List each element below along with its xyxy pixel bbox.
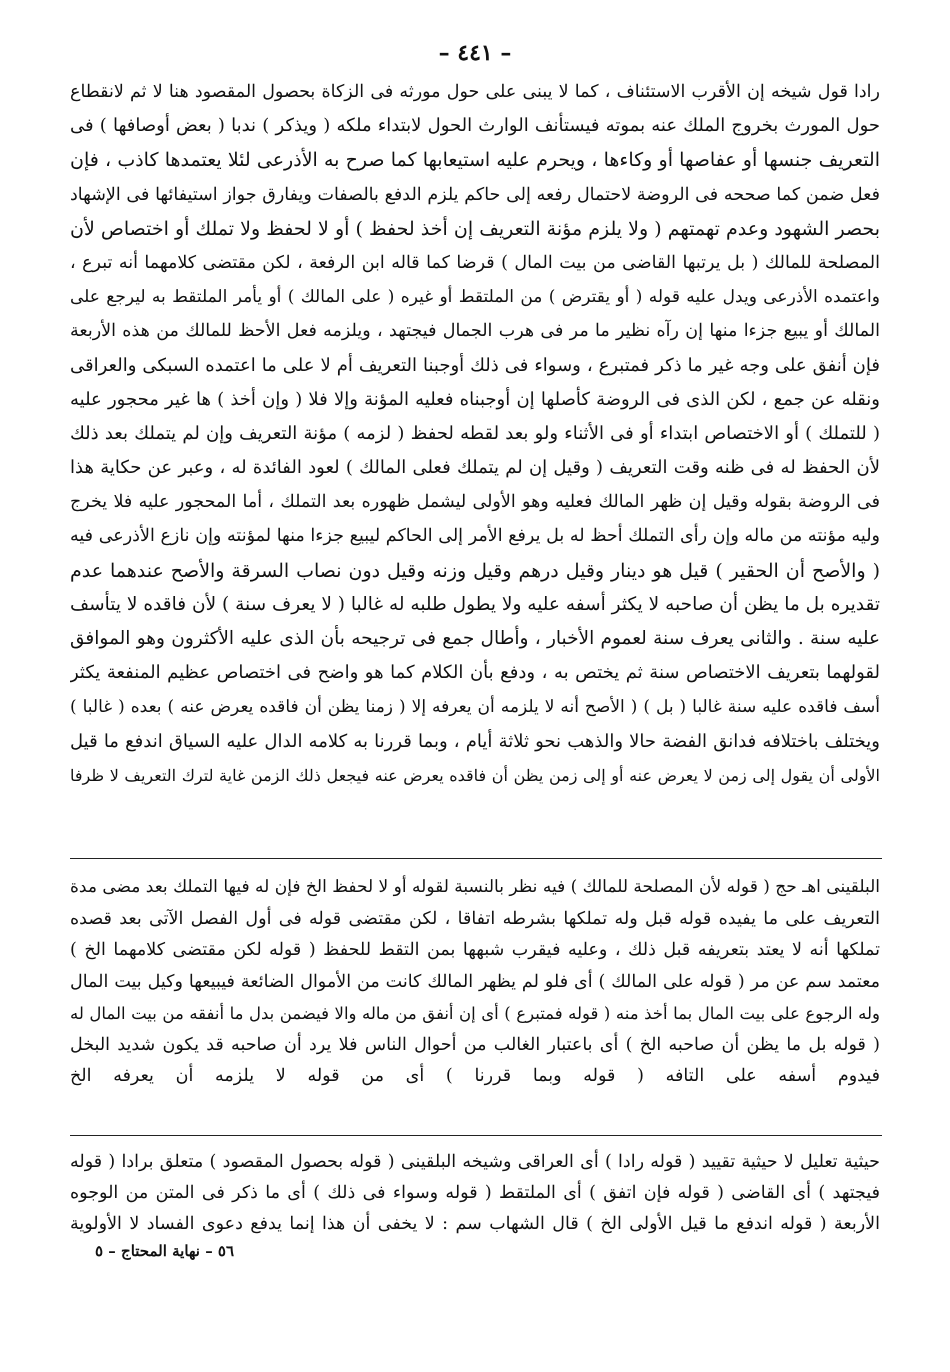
- main-text-line: عليه سنة . والثانى يعرف سنة لعموم الأخبار ، وأطال جمع فى ترجيحه بأن الذى عليه الأكثرون وهو الموافق: [70, 628, 880, 649]
- main-text-line: بحصر الشهود وعدم تهمتهم ( ولا يلزم مؤنة التعريف إن أخذ لحفظ ) أو لا لحفظ ولا تملك أو اختصاص لأن: [70, 217, 880, 240]
- main-text-line: التعريف جنسها أو عفاصها أو وكاءها ، ويحرم عليه استيعابها كما صرح به الأذرعى لئلا يعتمدها كاذب ، فإن: [70, 149, 880, 172]
- main-text-line: الأولى أن يقول إلى زمن لا يعرض عنه أو إلى زمن يظن أن فاقده يعرض عنه فيجعل ذلك الزمن غاية لترك التعريف لا ظرفا: [70, 765, 880, 785]
- main-text-line: فإن أنفق على وجه غير ما ذكر فمتبرع ، وسواء فى ذلك أوجبنا التعريف أم لا على ما اعتمده السبكى والعراقى: [70, 354, 880, 376]
- footnote-line: حيثية تعليل لا حيثية تقييد ( قوله رادا ) أى العراقى وشيخه البلقينى ( قوله بحصول المقصود ) متعلق برادا ( قوله: [70, 1152, 880, 1172]
- footnote-line: الأربعة ( قوله اندفع ما قيل الأولى الخ ) قال الشهاب سم : لا يخفى أن هذا إنما يدفع دعوى الفساد لا الأولوية: [70, 1214, 880, 1234]
- main-text-line: أسف فاقده عليه سنة غالبا ( بل ) ( الأصح أنه لا يلزمه أن يعرفه إلا ( زمنا يظن أن فاقده يعرض عنه ) بعده ( غالبا ): [70, 697, 880, 718]
- main-text-line: ( للتملك ) أو الاختصاص ابتداء أو فى الأثناء ولو بعد لقطه لحفظ ( لزمه ) مؤنة التعريف وإن لم يتملك بعد ذلك: [70, 422, 880, 444]
- footnote-divider: [70, 858, 882, 859]
- footnote-divider: [70, 1135, 882, 1136]
- main-text-line: رادا قول شيخه إن الأقرب الاستئناف ، كما لا يبنى على حول مورثه فى الزكاة بحصول المقصود هنا لا ثم لانقطاع: [70, 82, 880, 102]
- main-text-line: المالك أو يبيع جزءا منها إن رآه نظير ما مر فى هرب الجمال فيجتهد ، ويلزمه فعل الأحظ للمالك من هذه الأربعة: [70, 321, 880, 342]
- footnote-commentary-b: [70, 1147, 880, 1240]
- main-text-line: ( والأصح أن الحقير ) قيل هو دينار وقيل درهم وقيل وزنه وقيل دون نصاب السرقة والأصح عندهما عدم: [70, 559, 880, 582]
- footnote-line: التعريف على ما يفيده قوله قبل وله تملكها بشرطه اتفاقا ، لكن مقتضى قوله فى أول الفصل الآتى بعد قصده: [70, 908, 880, 929]
- main-text-line: المصلحة للمالك ( بل يرتبها القاضى من بيت المال ) قرضا كما قاله ابن الرفعة ، لكن مقتضى كلامهما أنه تبرع ،: [70, 252, 880, 273]
- main-text-line: واعتمده الأذرعى ويدل عليه قوله ( أو يقترض ) من الملتقط أو غيره ( على المالك ) أو يأمر الملتقط به ليرجع على: [70, 287, 880, 308]
- main-text-line: فعل ضمن كما صححه فى الروضة لاحتمال رفعه إلى حاكم يلزم الدفع بالصفات ويفارق جواز استيفائها فى الإشهاد: [70, 184, 880, 205]
- footnote-line: ( قوله بل ما يظن أن صاحبه الخ ) أى باعتبار الغالب من أحوال الناس فلا يرد أن صاحبه قد يكون شديد البخل: [70, 1034, 880, 1055]
- main-text-line: لقولهما بتعريف الاختصاص سنة ثم يختص به ، ودفع بأن الكلام كما هو واضح فى اختصاص عظيم المنفعة يكثر: [70, 662, 880, 684]
- main-text-line: حول المورث بخروج الملك عنه بموته فيستأنف الوارث الحول لابتداء ملكه ( ويذكر ) ندبا ( بعض أوصافها ) فى: [70, 115, 880, 137]
- page-number: – ٤٤١ –: [438, 40, 512, 66]
- main-text-line: ويختلف باختلافه فدانق الفضة حالا والذهب نحو ثلاثة أيام ، وبما قررنا به كلامه الدال عليه السياق اندفع ما قيل: [70, 730, 880, 752]
- main-text-line: ونقله عن جمع ، لكن الذى فى الروضة كأصلها إن أوجبناه فعليه المؤنة وإلا فلا ( وإن أخذ ) ها غير محجور عليه: [70, 388, 880, 410]
- footnote-line: وله الرجوع على بيت المال بما أخذ منه ( قوله فمتبرع ) أى إن أنفق من ماله والا فيضمن بدل ما أنفقه من بيت المال له: [70, 1004, 880, 1023]
- footnote-line: معتمد سم عن مر ( قوله على المالك ) أى فلو لم يظهر المالك كانت من الأموال الضائعة فيبيعها وكيل بيت المال: [70, 971, 880, 992]
- footnote-line: البلقينى اهـ حج ( قوله لأن المصلحة للمالك ) فيه نظر بالنسبة لقوله أو لا لحفظ الخ فإن له فيها التملك بعد مضى مدة: [70, 877, 880, 897]
- main-text-line: تقديره بل ما يظن أن صاحبه لا يكثر أسفه عليه ولا يطول طلبه له غالبا ( لا يعرف سنة ) لأن فاقده لا يتأسف: [70, 593, 880, 615]
- footnote-line: تملكها أنه لا يعتد بتعريفه قبل ذلك ، وعليه فيقرب شبهها بمن التقط للحفظ ( قوله لكن مقتضى كلامهما الخ ): [70, 940, 880, 960]
- footnote-line: فيدوم أسفه على التافه ( قوله وبما قررنا ) أى من قوله لا يلزمه أن يعرفه الخ: [70, 1066, 880, 1086]
- main-text-line: لأن الحفظ له فى ظنه وقت التعريف ( وقيل إن لم يتملك فعلى المالك ) لعود الفائدة له ، وعبر عن حكاية هذا: [70, 457, 880, 479]
- footnote-line: فيجتهد ) أى القاضى ( قوله فإن اتفق ) أى الملتقط ( قوله وسواء فى ذلك ) أى ما ذكر فى المتن من الوجوه: [70, 1183, 880, 1203]
- main-text-line: وليه مؤنته من ماله وإن رأى التملك أحظ له بل يرفع الأمر إلى الحاكم ليبيع جزءا منها لمؤنته وإن نازع الأذرعى فيه: [70, 526, 880, 547]
- main-text-body: [70, 75, 880, 793]
- printer-signature: ٥٦ – نهاية المحتاج – ٥: [95, 1242, 235, 1260]
- footnote-commentary-a: [70, 872, 880, 1093]
- main-text-line: فى الروضة بقوله وقيل إن ظهر المالك فعليه وهو الأولى ليشمل ظهوره بعد التملك ، أما المحجور عليه فلا يخرج: [70, 492, 880, 513]
